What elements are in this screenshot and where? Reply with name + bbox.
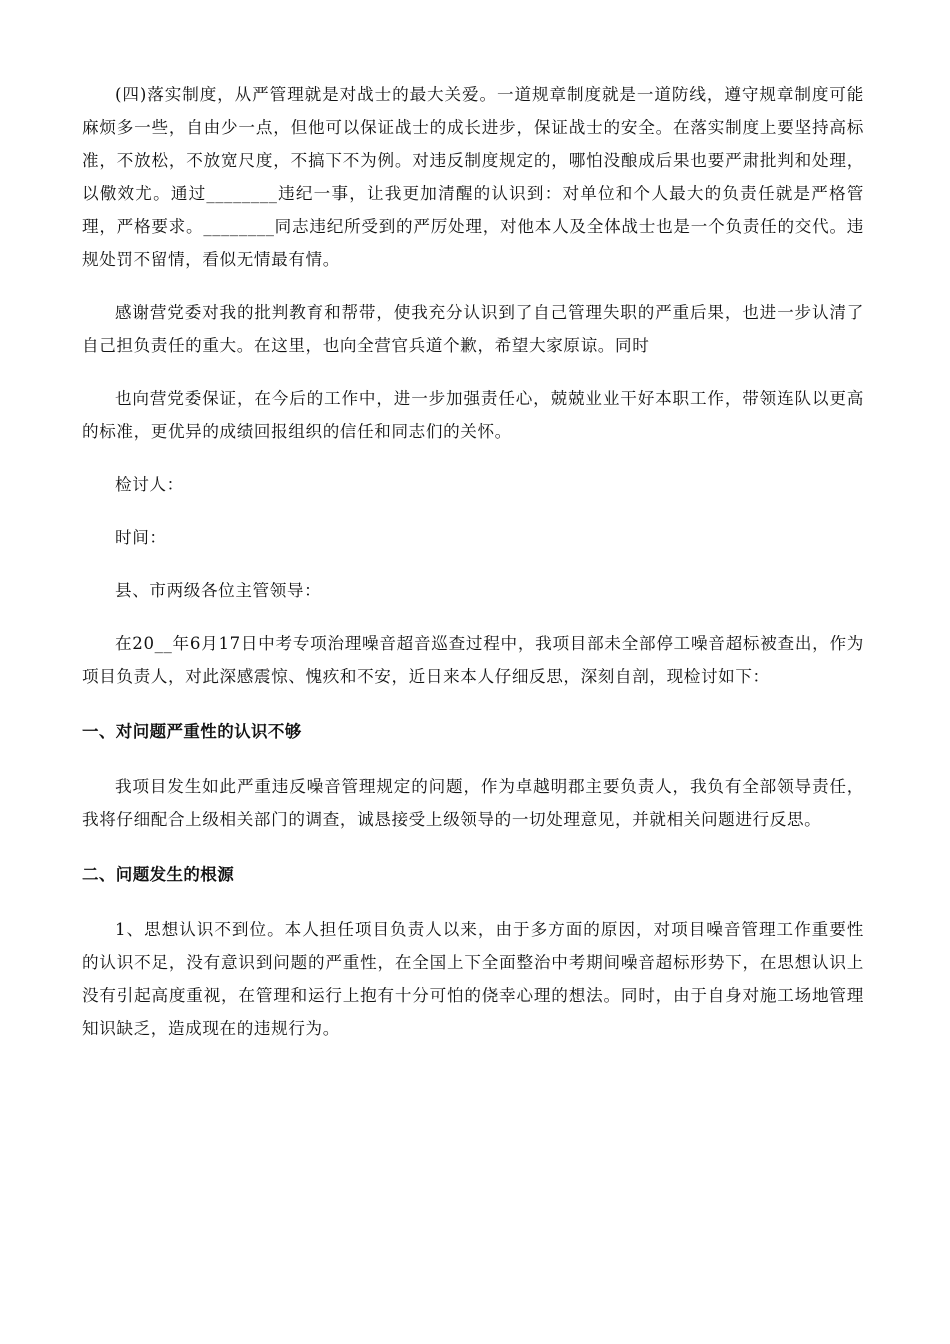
paragraph-thanks-committee: 感谢营党委对我的批判教育和帮带，使我充分认识到了自己管理失职的严重后果，也进一步认清了自己担负责任的重大。在这里，也向全营官兵道个歉，希望大家原谅。同时 [82, 303, 864, 355]
section-heading-1: 一、对问题严重性的认识不够 [82, 722, 302, 741]
salutation: 县、市两级各位主管领导： [115, 581, 322, 600]
paragraph-responsibility: 我项目发生如此严重违反噪音管理规定的问题，作为卓越明郡主要负责人，我负有全部领导责任，我将仔细配合上级相关部门的调查，诚恳接受上级领导的一切处理意见，并就相关问题进行反思。 [82, 777, 864, 829]
paragraph-root-cause-1: 1、思想认识不到位。本人担任项目负责人以来，由于多方面的原因，对项目噪音管理工作重要性的认识不足，没有意识到问题的严重性，在全国上下全面整治中考期间噪音超标形势下，在思想认识上没有引起高度重视，在管理和运行上抱有十分可怕的侥幸心理的想法。同时，由于自身对施工场地管理知识缺乏，造成现在的违规行为。 [82, 920, 864, 1038]
paragraph-pledge: 也向营党委保证，在今后的工作中，进一步加强责任心，兢兢业业干好本职工作，带领连队以更高的标准，更优异的成绩回报组织的信任和同志们的关怀。 [82, 389, 864, 441]
section-heading-2: 二、问题发生的根源 [82, 865, 235, 884]
signature-date-label: 时间： [115, 528, 167, 547]
signature-author-label: 检讨人： [115, 475, 184, 494]
paragraph-incident-intro: 在20__年6月17日中考专项治理噪音超音巡查过程中，我项目部未全部停工噪音超标被查出，作为项目负责人，对此深感震惊、愧疚和不安，近日来本人仔细反思，深刻自剖，现检讨如下： [82, 634, 864, 686]
paragraph-discipline-system: (四)落实制度，从严管理就是对战士的最大关爱。一道规章制度就是一道防线，遵守规章制度可能麻烦多一些，自由少一点，但他可以保证战士的成长进步，保证战士的安全。在落实制度上要坚持高标准，不放松，不放宽尺度，不搞下不为例。对违反制度规定的，哪怕没酿成后果也要严肃批判和处理，以儆效尤。通过________违纪一事，让我更加清醒的认识到：对单位和个人最大的负责任就是严格管理，严格要求。________同志违纪所受到的严厉处理，对他本人及全体战士也是一个负责任的交代。违规处罚不留情，看似无情最有情。 [82, 85, 864, 269]
